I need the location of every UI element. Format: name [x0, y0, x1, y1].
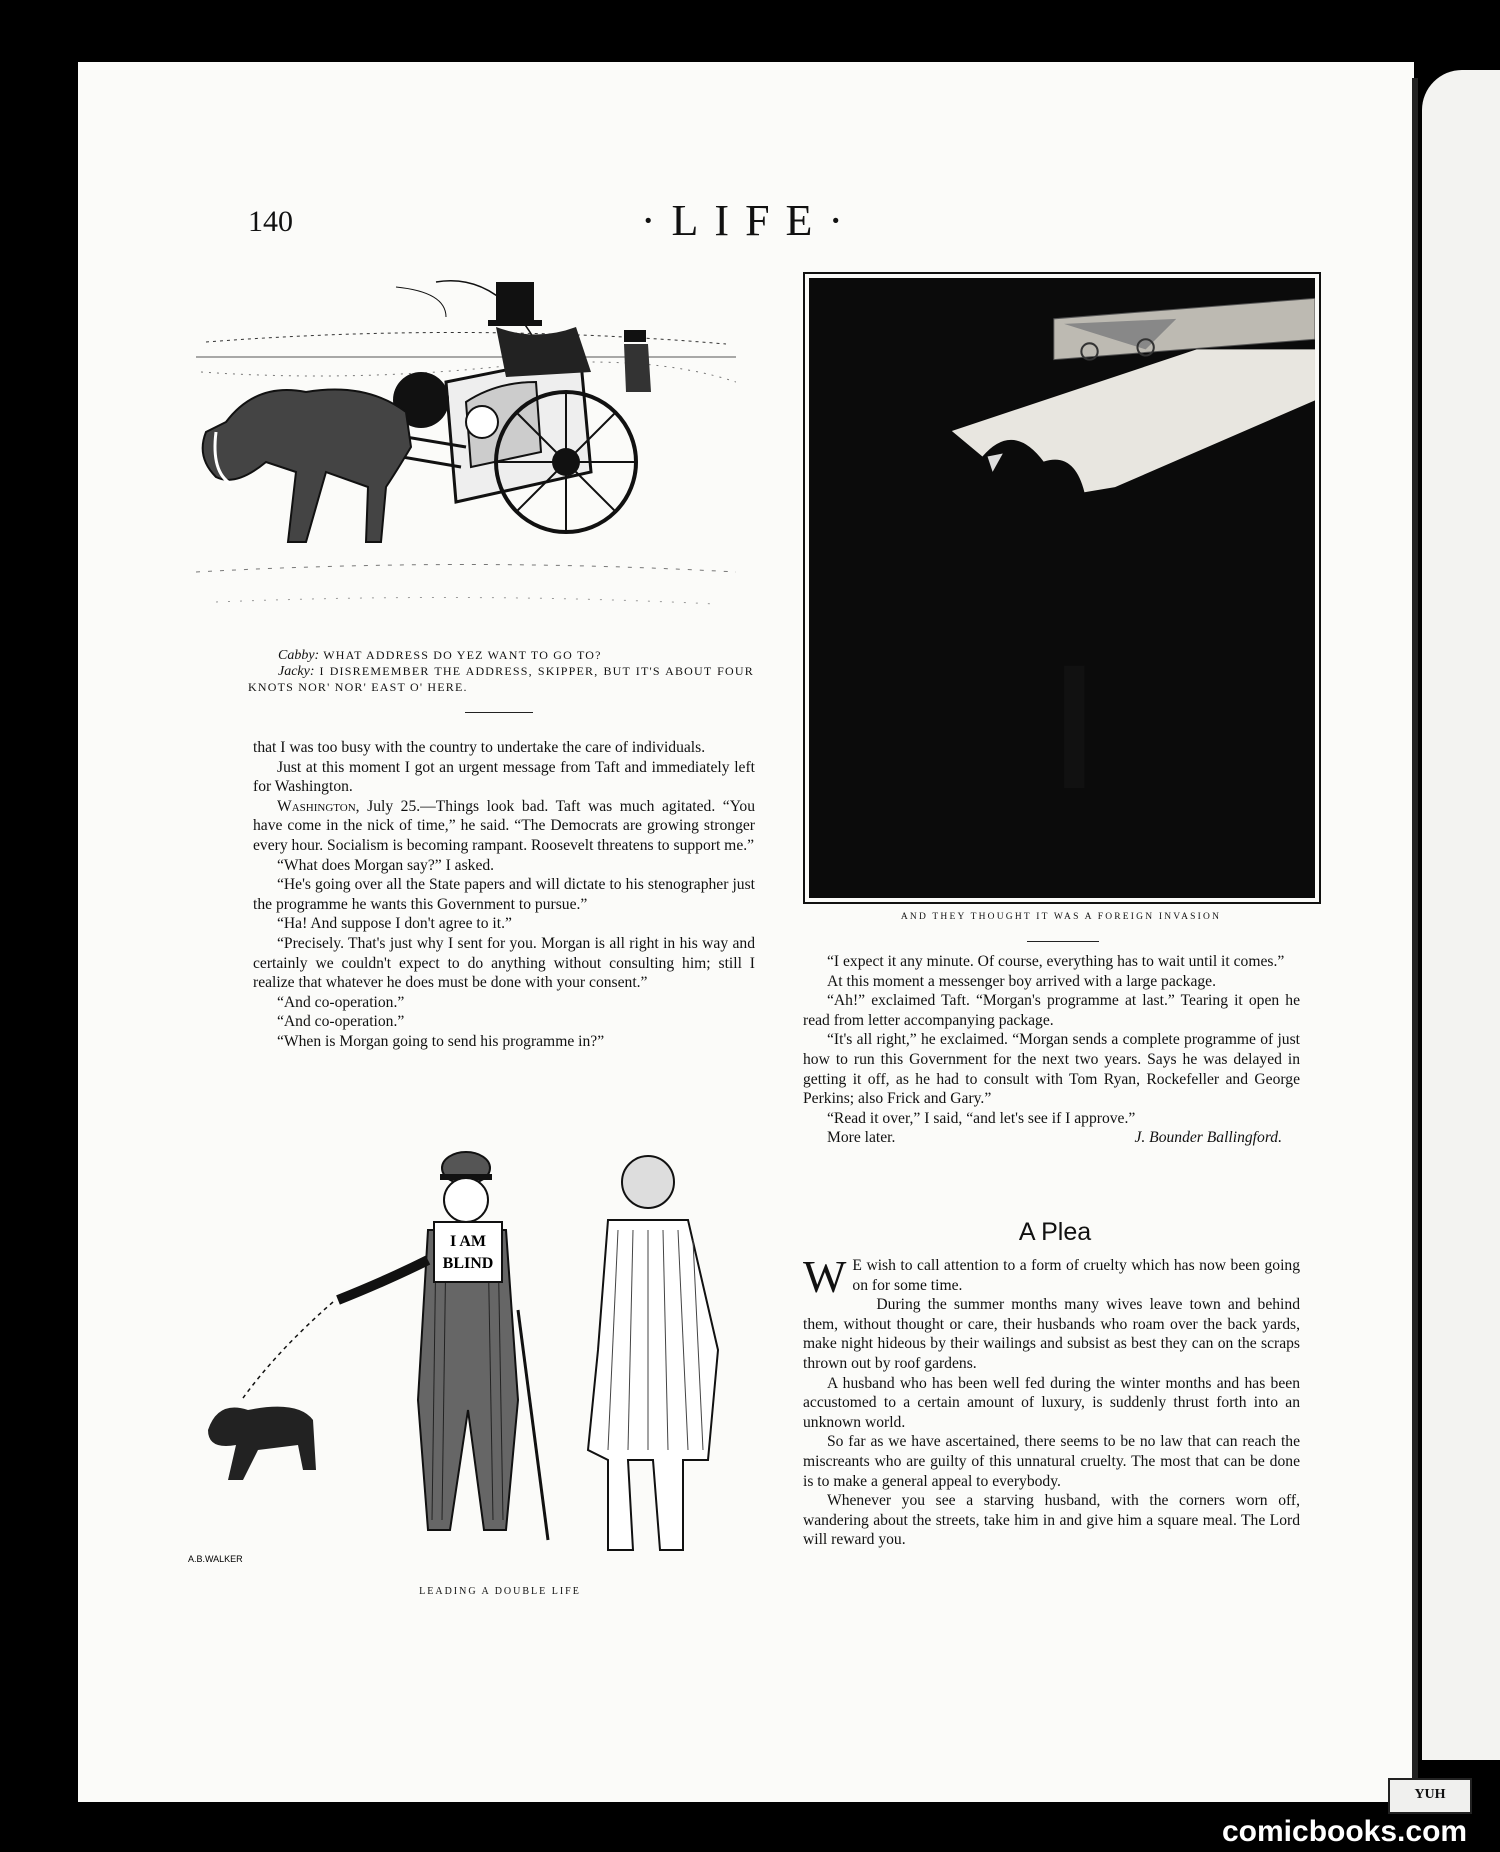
left-column-text	[253, 738, 755, 1052]
paragraph: “It's all right,” he exclaimed. “Morgan sends a complete programme of just how to run this Government for the next two years. Says he was delayed in getting it off, as he had to consult with Tom Ryan, Rockefeller and George Perkins; also Frick and Gary.”	[803, 1031, 1300, 1108]
dropcap: W	[803, 1251, 847, 1302]
paragraph: “I expect it any minute. Of course, everything has to wait until it comes.”	[827, 953, 1285, 970]
sign-text-1: I AM	[450, 1233, 486, 1250]
paragraph-washington	[253, 797, 755, 856]
separator-rule	[1027, 941, 1099, 942]
corner-stamp: YUH	[1388, 1778, 1472, 1814]
paragraph: “Read it over,” I said, “and let's see if I approve.”	[827, 1109, 1136, 1127]
paragraph: “When is Morgan going to send his programme in?”	[277, 1032, 605, 1050]
paragraph: that I was too busy with the country to undertake the care of individuals.	[253, 739, 706, 756]
paragraph: “Precisely. That's just why I sent for you. Morgan is all right in his way and certainly we couldn't expect to do anything without consulting him; still I realize that whatever he does must be done with your consent.”	[253, 934, 755, 992]
cartoon-cab-illustration	[196, 272, 736, 627]
paragraph: “And co-operation.”	[277, 993, 405, 1011]
site-watermark: comicbooks.com	[1222, 1815, 1468, 1848]
first-paragraph	[803, 1251, 1300, 1302]
page-number: 140	[248, 205, 293, 238]
paragraph: During the summer months many wives leave town and behind them, without thought or care, their husbands who roam over the back yards, make night hideous by their wailings and subsist as best they can on the scraps thrown out by roof gardens.	[803, 1296, 1300, 1372]
facing-page-edge	[1422, 70, 1500, 1760]
paragraph: At this moment a messenger boy arrived with a large package.	[827, 972, 1216, 990]
paragraph: A husband who has been well fed during the winter months and has been accustomed to a certain amount of luxury, is suddenly thrust forth into an unknown world.	[803, 1374, 1300, 1431]
first-paragraph-text: E wish to call attention to a form of cruelty which has now been going on for some time.	[852, 1257, 1300, 1294]
artist-signature: A.B.WALKER	[188, 1554, 243, 1564]
airplane-searchlight-drawing	[809, 278, 1315, 898]
dateline-text: July 25.—Things look bad. Taft was much agitated. “You have come in the nick of time,” he said. “The Democrats are growing stronger every hour. Socialism is becoming rampant. Roosevelt threatens to support me.”	[253, 797, 755, 854]
author-signature: J. Bounder Ballingford.	[1134, 1129, 1282, 1147]
paragraph: “Ah!” exclaimed Taft. “Morgan's programme at last.” Tearing it open he read from letter accompanying package.	[803, 992, 1300, 1029]
paragraph: “What does Morgan say?” I asked.	[277, 856, 495, 874]
separator-rule	[465, 712, 533, 713]
paragraph: Whenever you see a starving husband, with the corners worn off, wandering about the streets, take him in and give him a square meal. The Lord will reward you.	[803, 1492, 1300, 1549]
cartoon-blind-man-caption: LEADING A DOUBLE LIFE	[419, 1586, 581, 1597]
caption-line-cabby: WHAT ADDRESS DO YEZ WANT TO GO TO?	[323, 648, 602, 662]
night-sky-panel	[809, 278, 1315, 898]
more-later: More later.	[827, 1129, 896, 1147]
caption-line-jacky: I DISREMEMBER THE ADDRESS, SKIPPER, BUT IT'S ABOUT FOUR KNOTS NOR' NOR' EAST O' HERE.	[248, 664, 754, 694]
sign-text-2: BLIND	[442, 1255, 494, 1272]
right-column-text	[803, 952, 1300, 1148]
paragraph: “And co-operation.”	[277, 1013, 405, 1031]
cartoon-invasion-illustration	[803, 272, 1321, 904]
cab-drawing	[196, 272, 736, 627]
byline-row	[803, 1128, 1300, 1148]
paragraph: “He's going over all the State papers and will dictate to his stenographer just the programme he wants this Government to pursue.”	[253, 876, 755, 913]
caption-speaker-jacky: Jacky:	[278, 664, 315, 679]
paragraph: So far as we have ascertained, there seems to be no law that can reach the miscreants who are guilty of this unnatural cruelty. The most that can be done is to make a general appeal to everybody.	[803, 1433, 1300, 1490]
blind-man-drawing	[188, 1150, 748, 1570]
dateline: Washington,	[277, 797, 360, 815]
paragraph: Just at this moment I got an urgent message from Taft and immediately left for Washington.	[253, 758, 755, 796]
paragraph: “Ha! And suppose I don't agree to it.”	[277, 915, 512, 933]
masthead: ·LIFE·	[640, 196, 860, 245]
article-title: A Plea	[1018, 1218, 1092, 1246]
page-gutter	[1412, 78, 1418, 1808]
cartoon-invasion-caption: AND THEY THOUGHT IT WAS A FOREIGN INVASION	[900, 912, 1222, 922]
caption-speaker-cabby: Cabby:	[278, 648, 320, 663]
cartoon-cab-caption	[248, 648, 754, 695]
plea-article-text	[803, 1251, 1300, 1550]
cartoon-blind-man-illustration	[188, 1150, 748, 1570]
